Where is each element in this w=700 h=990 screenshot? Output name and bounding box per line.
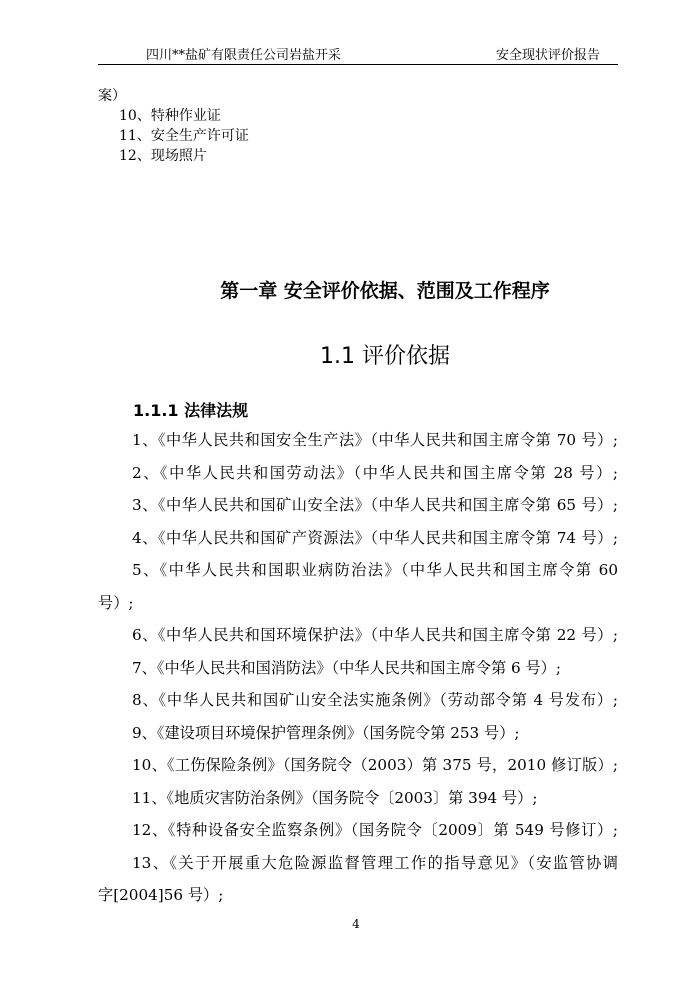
- law-item: 12、《特种设备安全监察条例》（国务院令〔2009〕第 549 号修订）;: [132, 821, 618, 839]
- law-item: 9、《建设项目环境保护管理条例》（国务院令第 253 号）;: [132, 723, 520, 742]
- attachment-item: 12、现场照片: [119, 148, 207, 164]
- law-item: 8、《中华人民共和国矿山安全法实施条例》（劳动部令第 4 号发布）;: [132, 691, 618, 709]
- law-item: 6、《中华人民共和国环境保护法》（中华人民共和国主席令第 22 号）;: [132, 626, 618, 644]
- subsection-title: 1.1.1 法律法规: [133, 401, 249, 420]
- section-title: 1.1 评价依据: [320, 344, 450, 369]
- law-item: 10、《工伤保险条例》（国务院令（2003）第 375 号，2010 修订版）;: [132, 756, 618, 774]
- law-item: 4、《中华人民共和国矿产资源法》（中华人民共和国主席令第 74 号）;: [132, 528, 618, 547]
- page-number: 4: [352, 917, 360, 931]
- law-item: 3、《中华人民共和国矿山安全法》（中华人民共和国主席令第 65 号）;: [132, 496, 618, 514]
- header-company: 四川**盐矿有限责任公司岩盐开采: [146, 48, 342, 63]
- law-item: 2、《中华人民共和国劳动法》（中华人民共和国主席令第 28 号）;: [132, 463, 618, 482]
- law-item: 5、《中华人民共和国职业病防治法》（中华人民共和国主席令第 60: [132, 561, 618, 579]
- law-item: 1、《中华人民共和国安全生产法》（中华人民共和国主席令第 70 号）;: [132, 431, 618, 449]
- attachment-list: [98, 86, 249, 166]
- page-header: [98, 38, 618, 65]
- attachment-item: 11、安全生产许可证: [119, 128, 249, 144]
- attachment-item: 10、特种作业证: [119, 108, 221, 124]
- law-item-continuation: 字[2004]56 号）;: [98, 886, 224, 904]
- law-item: 7、《中华人民共和国消防法》（中华人民共和国主席令第 6 号）;: [132, 658, 561, 677]
- attachment-continuation: 案）: [98, 88, 126, 104]
- law-item: 11、《地质灾害防治条例》（国务院令〔2003〕第 394 号）;: [132, 788, 538, 807]
- chapter-title: 第一章 安全评价依据、范围及工作程序: [220, 280, 550, 302]
- header-report-title: 安全现状评价报告: [495, 48, 600, 63]
- law-list: [98, 424, 618, 912]
- law-item: 13、《关于开展重大危险源监督管理工作的指导意见》（安监管协调: [132, 853, 618, 872]
- law-item-continuation: 号）;: [98, 593, 134, 612]
